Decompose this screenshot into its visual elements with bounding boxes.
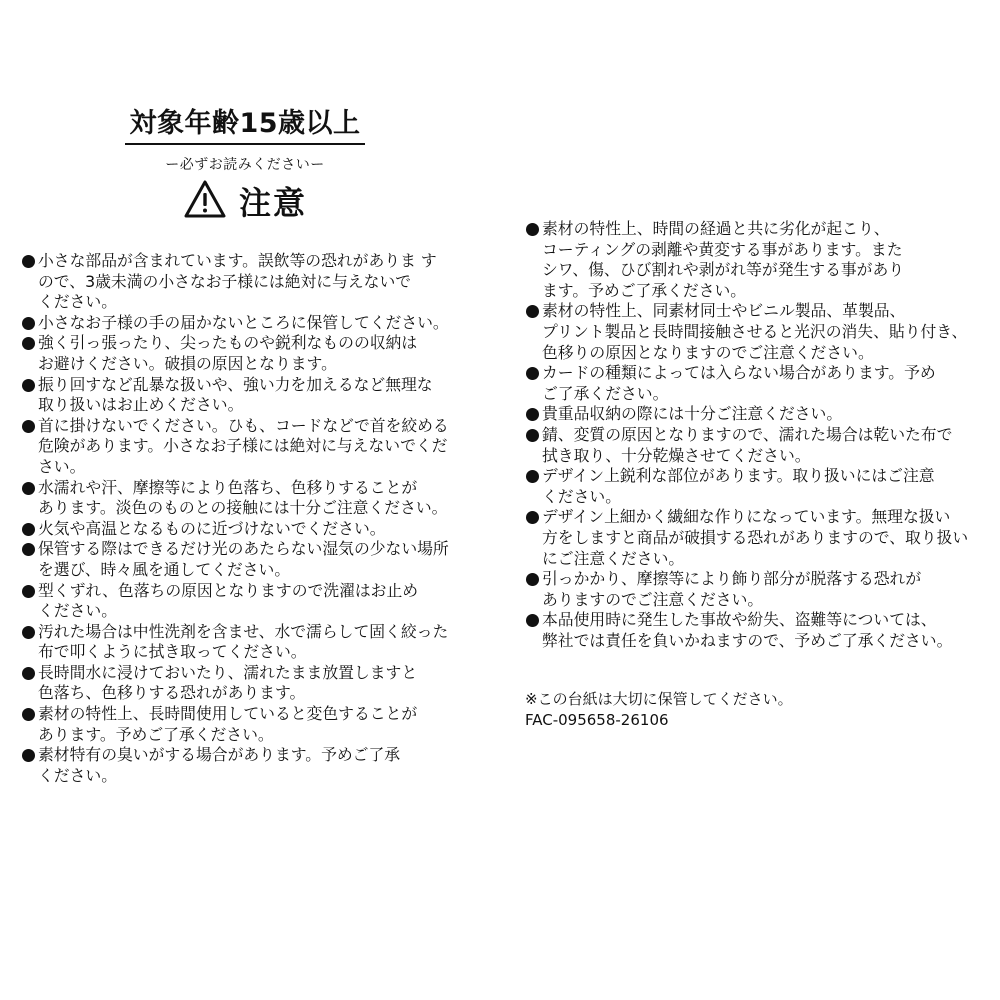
caution-text-line: あります。予めご了承ください。 <box>38 724 274 744</box>
caution-text-line: 素材の特性上、同素材同士やビニル製品、革製品、 <box>542 301 906 321</box>
caution-item <box>522 219 968 301</box>
caution-text-line: ます。予めご了承ください。 <box>542 280 747 300</box>
caution-text-line: 汚れた場合は中性洗剤を含ませ、水で濡らして固く絞った <box>38 621 449 641</box>
caution-item <box>18 663 449 704</box>
bullet-icon <box>22 255 35 268</box>
caution-item <box>18 622 449 663</box>
caution-text-line: プリント製品と長時間接触させると光沢の消失、貼り付き、 <box>542 321 968 341</box>
caution-text-line: ください。 <box>542 486 621 506</box>
caution-text <box>38 333 417 374</box>
caution-text-line: シワ、傷、ひび割れや剥がれ等が発生する事があり <box>542 260 905 280</box>
age-notice: 対象年齢15歳以上 <box>125 108 364 145</box>
caution-text <box>38 622 448 663</box>
caution-text-line: 保管する際はできるだけ光のあたらない湿気の少ない場所 <box>38 539 449 559</box>
caution-item <box>522 363 968 404</box>
caution-text-line: 長時間水に浸けておいたり、濡れたまま放置しますと <box>38 662 418 682</box>
caution-text <box>542 425 952 466</box>
caution-text-line: デザイン上鋭利な部位があります。取り扱いにはご注意 <box>542 466 935 486</box>
bullet-icon <box>22 749 35 762</box>
caution-text-line: 水濡れや汗、摩擦等により色落ち、色移りすることが <box>38 477 418 497</box>
caution-item <box>522 507 968 569</box>
caution-text <box>542 610 952 651</box>
caution-text-line: 素材特有の臭いがする場合があります。予めご了承 <box>38 745 401 765</box>
caution-text-line: さい。 <box>38 456 86 476</box>
caution-text <box>38 416 449 478</box>
caution-text <box>542 466 935 507</box>
caution-text-line: 色移りの原因となりますのでご注意ください。 <box>542 342 874 362</box>
keep-card-note: ※この台紙は大切に保管してください。 <box>525 690 793 708</box>
caution-text-line: を選び、時々風を通してください。 <box>38 559 291 579</box>
bullet-icon <box>526 511 539 524</box>
caution-text-line: お避けください。破損の原因となります。 <box>38 353 337 373</box>
notes <box>525 689 793 731</box>
bullet-icon <box>22 337 35 350</box>
caution-item <box>18 704 449 745</box>
caution-text-line: デザイン上細かく繊細な作りになっています。無理な扱い <box>542 507 951 527</box>
caution-item <box>522 610 968 651</box>
caution-text-line: 錆、変質の原因となりますので、濡れた場合は乾いた布で <box>542 424 953 444</box>
caution-item <box>522 466 968 507</box>
bullet-icon <box>22 379 35 392</box>
bullet-icon <box>526 429 539 442</box>
caution-heading <box>110 178 380 224</box>
caution-item <box>18 333 449 374</box>
caution-text-line: 弊社では責任を負いかねますので、予めご了承ください。 <box>542 630 953 650</box>
bullet-icon <box>526 408 539 421</box>
caution-text-line: ので、3歳未満の小さなお子様には絶対に与えないで <box>38 271 412 291</box>
caution-item <box>18 539 449 580</box>
bullet-icon <box>22 667 35 680</box>
caution-text <box>38 478 447 519</box>
caution-text <box>542 219 904 301</box>
caution-text-line: ください。 <box>38 292 117 312</box>
caution-text-line: 小さな部品が含まれています。誤飲等の恐れがありま す <box>38 251 437 270</box>
bullet-icon <box>22 523 35 536</box>
caution-item <box>522 301 968 363</box>
caution-list-right <box>522 219 968 651</box>
caution-text-line: 首に掛けないでください。ひも、コードなどで首を絞める <box>38 415 449 435</box>
caution-text <box>38 704 417 745</box>
caution-text <box>38 581 418 622</box>
caution-text-line: ありますのでご注意ください。 <box>542 589 764 609</box>
caution-text <box>542 363 936 404</box>
caution-item <box>18 375 449 416</box>
bullet-icon <box>22 708 35 721</box>
caution-text <box>38 663 417 704</box>
bullet-icon <box>526 614 539 627</box>
bullet-icon <box>526 305 539 318</box>
bullet-icon <box>526 470 539 483</box>
caution-item <box>18 581 449 622</box>
caution-item <box>18 745 449 786</box>
bullet-icon <box>22 585 35 598</box>
caution-text-line: 布で叩くように拭き取ってください。 <box>38 642 307 662</box>
caution-text <box>38 519 386 540</box>
caution-text-line: コーティングの剥離や黄変する事があります。また <box>542 239 903 259</box>
product-code: FAC-095658-26106 <box>525 711 669 729</box>
caution-text-line: 強く引っ張ったり、尖ったものや鋭利なものの収納は <box>38 333 418 353</box>
caution-text-line: あります。淡色のものとの接触には十分ご注意ください。 <box>38 498 448 518</box>
caution-title: 注意 <box>238 184 307 222</box>
caution-item <box>18 251 449 313</box>
bullet-icon <box>526 367 539 380</box>
caution-text <box>542 301 967 363</box>
caution-text-line: 色落ち、色移りする恐れがあります。 <box>38 683 306 703</box>
caution-item <box>522 425 968 466</box>
caution-text-line: にご注意ください。 <box>542 548 685 568</box>
bullet-icon <box>526 223 539 236</box>
caution-text-line: 素材の特性上、時間の経過と共に劣化が起こり、 <box>542 219 890 238</box>
warning-triangle-icon <box>183 179 239 223</box>
caution-text-line: 危険があります。小さなお子様には絶対に与えないでくだ <box>38 436 448 456</box>
caution-text-line: ください。 <box>38 765 117 785</box>
bullet-icon <box>22 420 35 433</box>
caution-text-line: 取り扱いはお止めください。 <box>38 395 244 415</box>
caution-text-line: 引っかかり、摩擦等により飾り部分が脱落する恐れが <box>542 569 922 589</box>
bullet-icon <box>526 573 539 586</box>
caution-text-line: ご了承ください。 <box>542 383 669 403</box>
caution-text-line: 本品使用時に発生した事故や紛失、盗難等については、 <box>542 610 937 630</box>
caution-text-line: 小さなお子様の手の届かないところに保管してください。 <box>38 312 449 332</box>
caution-text-line: 素材の特性上、長時間使用していると変色することが <box>38 704 418 724</box>
caution-text <box>38 251 437 313</box>
caution-text <box>38 539 449 580</box>
caution-text-line: 振り回すなど乱暴な扱いや、強い力を加えるなど無理な <box>38 374 433 394</box>
caution-item <box>522 569 968 610</box>
caution-text-line: 拭き取り、十分乾燥させてください。 <box>542 445 811 465</box>
bullet-icon <box>22 543 35 556</box>
caution-text-line: ください。 <box>38 601 117 621</box>
caution-text-line: 型くずれ、色落ちの原因となりますので洗濯はお止め <box>38 580 419 600</box>
caution-item <box>18 478 449 519</box>
caution-text <box>38 313 449 334</box>
caution-item <box>18 416 449 478</box>
caution-text <box>542 569 921 610</box>
caution-text-line: 方をしますと商品が破損する恐れがありますので、取り扱い <box>542 527 969 547</box>
please-read-notice: ー必ずお読みくださいー <box>165 157 325 173</box>
caution-item <box>522 404 968 425</box>
caution-text <box>38 745 400 786</box>
header <box>110 108 380 224</box>
bullet-icon <box>22 626 35 639</box>
bullet-icon <box>22 482 35 495</box>
bullet-icon <box>22 317 35 330</box>
caution-item <box>18 519 449 540</box>
caution-text-line: カードの種類によっては入らない場合があります。予め <box>542 363 936 383</box>
caution-text-line: 火気や高温となるものに近づけないでください。 <box>38 518 386 538</box>
caution-item <box>18 313 449 334</box>
caution-list-left <box>18 251 449 786</box>
caution-text <box>542 404 842 425</box>
caution-text-line: 貴重品収納の際には十分ご注意ください。 <box>542 404 843 424</box>
caution-text <box>38 375 433 416</box>
caution-text <box>542 507 968 569</box>
